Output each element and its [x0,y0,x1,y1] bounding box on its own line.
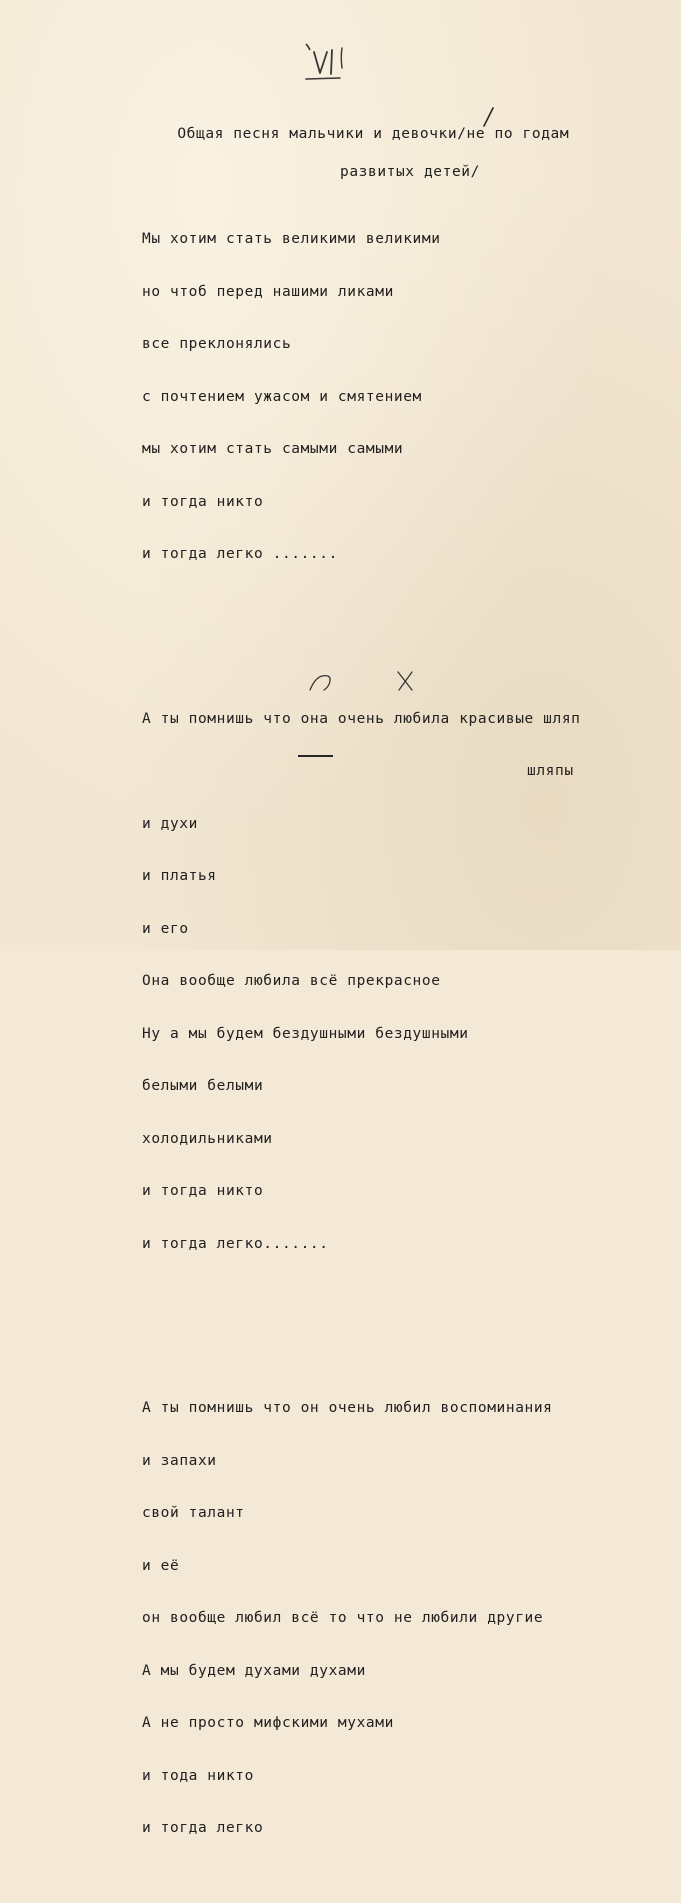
stanza-2 [142,677,678,1287]
verse-line: Она вообще любила всё прекрасное [142,973,441,989]
verse-line: он вообще любил всё то что не любили другие [142,1610,544,1626]
verse-line: свой талант [142,1505,245,1521]
verse-line: Ну а мы будем бездушными бездушными [142,1025,469,1042]
verse-line: и тогда легко ....... [142,546,338,562]
stanza-gap [142,629,678,645]
song-title-line-1: Общая песня мальчики и девочки/не по годам [177,126,570,142]
verse-line: и её [142,1557,180,1574]
stanza-3 [142,1366,678,1871]
verse-line: и духи [142,815,198,832]
verse-line: и тогда легко....... [142,1235,329,1252]
verse-line: А не просто мифскими мухами [142,1715,394,1731]
verse-line: все преклонялись [142,336,292,352]
verse-line-continuation: шляпы [527,763,574,779]
verse-line: и тогда легко [142,1820,264,1836]
song-title-line-2: развитых детей/ [340,164,480,180]
verse-line: А мы будем духами духами [142,1662,366,1679]
end-dash-divider [298,755,333,757]
verse-line: белыми белыми [142,1078,264,1094]
page-number [300,40,350,86]
verse-line: А ты помнишь что она очень любила красивые шляп [142,710,581,727]
verse-line: и тогда никто [142,1183,264,1199]
verse-line: А ты помнишь что он очень любил воспоминания [142,1400,553,1416]
verse-line: мы хотим стать самыми самыми [142,441,404,457]
verse-line: но чтоб перед нашими ликами [142,283,394,300]
verse-line: Мы хотим стать великими великими [142,231,441,247]
verse-line: и запахи [142,1452,217,1469]
stanza-gap [142,1318,678,1334]
verse-line: и платья [142,868,217,884]
verse-line: холодильниками [142,1130,273,1147]
verse-line: с почтением ужасом и смятением [142,388,422,405]
verse-line: и тогда никто [142,493,264,510]
song-text [142,165,678,1903]
handwritten-page-number-mark [300,40,350,86]
verse-line: и его [142,920,189,937]
verse-line: и тода никто [142,1767,254,1784]
stanza-1 [142,197,678,597]
